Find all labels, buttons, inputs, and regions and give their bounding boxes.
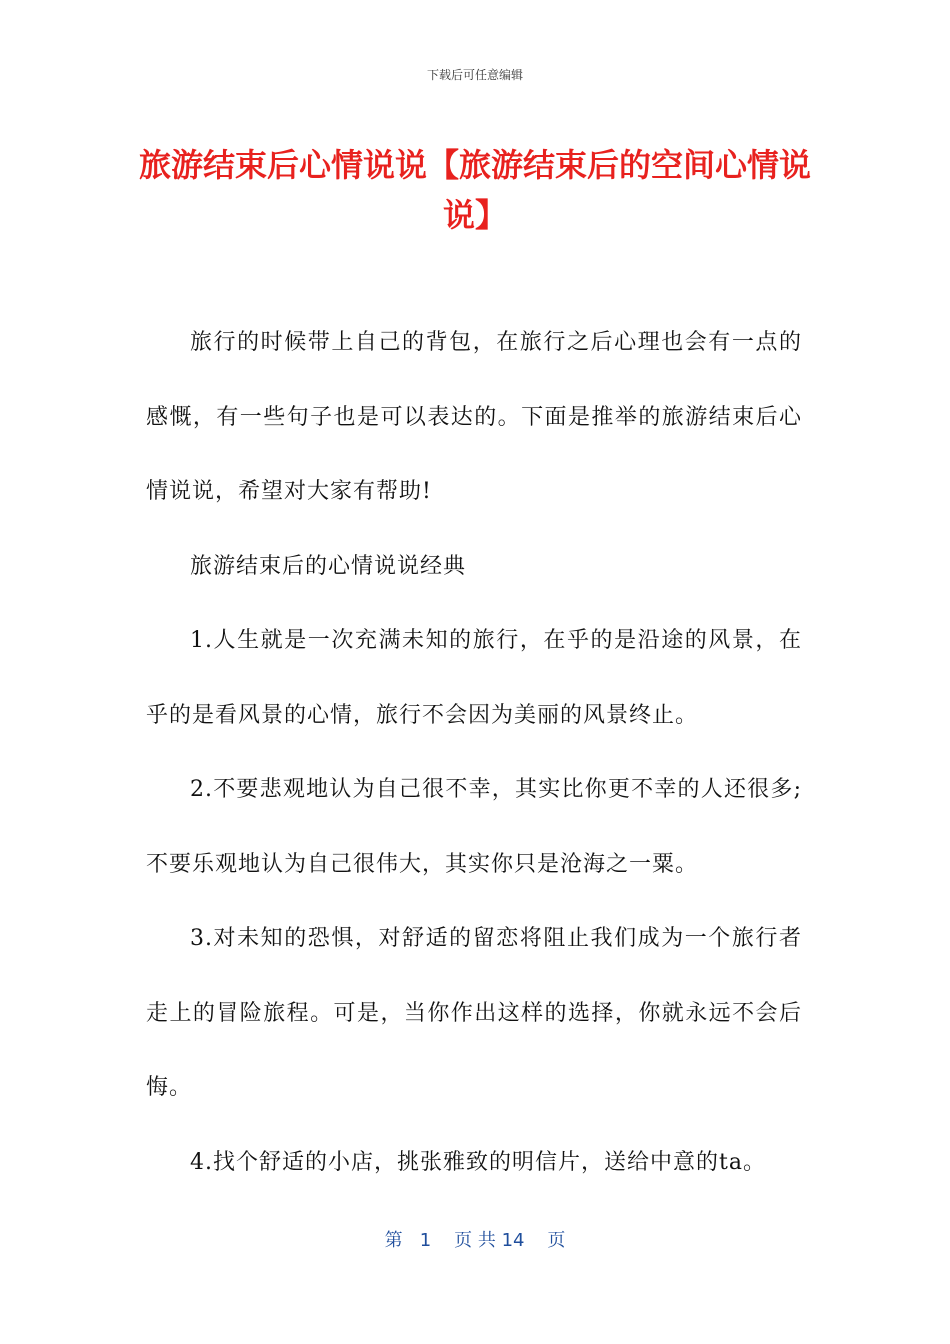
footer-label-page: 第	[384, 1230, 403, 1251]
footer-current-page: 1	[419, 1230, 432, 1251]
footer-label-of: 页 共	[454, 1230, 496, 1251]
document-body	[146, 306, 802, 1200]
paragraph-item-4: 4.找个舒适的小店，挑张雅致的明信片，送给中意的ta。	[190, 1149, 766, 1175]
section-heading: 旅游结束后的心情说说经典	[190, 553, 467, 579]
page-footer	[0, 1226, 950, 1252]
footer-total-pages: 14	[501, 1230, 525, 1251]
paragraph-intro: 旅行的时候带上自己的背包，在旅行之后心理也会有一点的感慨，有一些句子也是可以表达的。下面是推举的旅游结束后心情说说，希望对大家有帮助!	[146, 330, 802, 504]
paragraph-item-1: 1.人生就是一次充满未知的旅行，在乎的是沿途的风景，在乎的是看风景的心情，旅行不会因为美丽的风景终止。	[146, 628, 802, 728]
paragraph-item-2: 2.不要悲观地认为自己很不幸，其实比你更不幸的人还很多;不要乐观地认为自己很伟大，其实你只是沧海之一粟。	[146, 777, 802, 877]
header-note: 下载后可任意编辑	[426, 68, 523, 82]
footer-label-end: 页	[547, 1230, 566, 1251]
document-title: 旅游结束后心情说说【旅游结束后的空间心情说说】	[138, 146, 811, 234]
paragraph-item-3: 3.对未知的恐惧，对舒适的留恋将阻止我们成为一个旅行者走上的冒险旅程。可是，当你作出这样的选择，你就永远不会后悔。	[146, 926, 802, 1100]
